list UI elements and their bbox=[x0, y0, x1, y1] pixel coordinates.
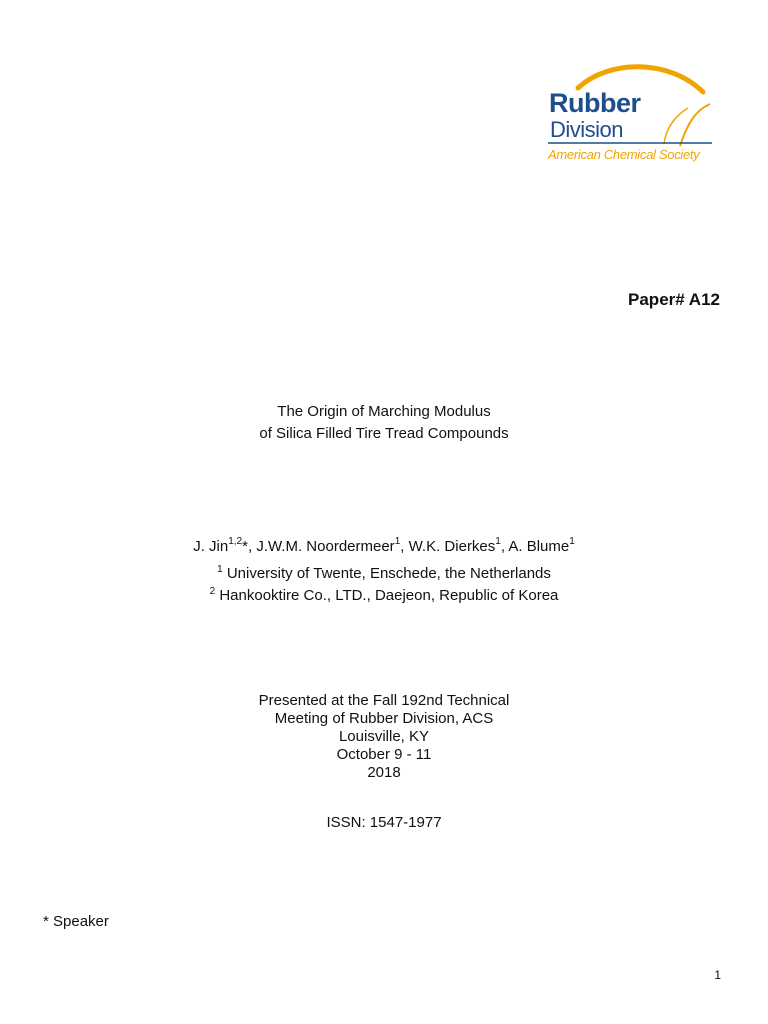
author-affiliation-mark: 1 bbox=[495, 536, 501, 547]
author-affiliation-mark: 1 bbox=[569, 536, 575, 547]
author-name: A. Blume bbox=[508, 538, 570, 555]
logo-word-division: Division bbox=[550, 117, 624, 142]
affiliation-2 bbox=[0, 581, 768, 607]
author-suffix: , bbox=[400, 538, 405, 555]
paper-title bbox=[0, 401, 768, 445]
author-suffix: , bbox=[500, 538, 506, 555]
author-affiliation-mark: 1 bbox=[394, 536, 401, 547]
presentation-dates: October 9 - 11 bbox=[336, 746, 432, 763]
author-affiliation-mark: 1,2 bbox=[228, 536, 243, 547]
presentation-info bbox=[0, 692, 768, 782]
author-suffix: *, bbox=[242, 538, 253, 555]
logo-tagline: American Chemical Society bbox=[548, 147, 700, 162]
affiliation-mark: 2 bbox=[209, 586, 216, 597]
author-name: W.K. Dierkes bbox=[408, 538, 496, 555]
affiliation-text: Hankooktire Co., LTD., Daejeon, Republic of Korea bbox=[219, 587, 559, 604]
presentation-year: 2018 bbox=[367, 764, 401, 781]
author-list bbox=[0, 536, 768, 558]
logo-word-rubber: Rubber bbox=[549, 88, 641, 118]
affiliation-text: University of Twente, Enschede, the Netherlands bbox=[226, 565, 551, 582]
issn: ISSN: 1547-1977 bbox=[326, 814, 442, 831]
affiliation-mark: 1 bbox=[217, 564, 223, 575]
author-name: J.W.M. Noordermeer bbox=[256, 538, 395, 555]
presentation-location: Louisville, KY bbox=[338, 728, 430, 745]
rubber-division-logo bbox=[538, 62, 718, 166]
paper-number: Paper# A12 bbox=[628, 290, 720, 309]
author-name: J. Jin bbox=[193, 538, 229, 555]
title-line-2: of Silica Filled Tire Tread Compounds bbox=[259, 425, 509, 442]
speaker-footnote: * Speaker bbox=[43, 913, 109, 930]
presentation-line: Meeting of Rubber Division, ACS bbox=[274, 710, 494, 727]
page-number: 1 bbox=[714, 968, 721, 982]
presentation-line: Presented at the Fall 192nd Technical bbox=[258, 692, 510, 709]
title-line-1: The Origin of Marching Modulus bbox=[277, 403, 491, 420]
